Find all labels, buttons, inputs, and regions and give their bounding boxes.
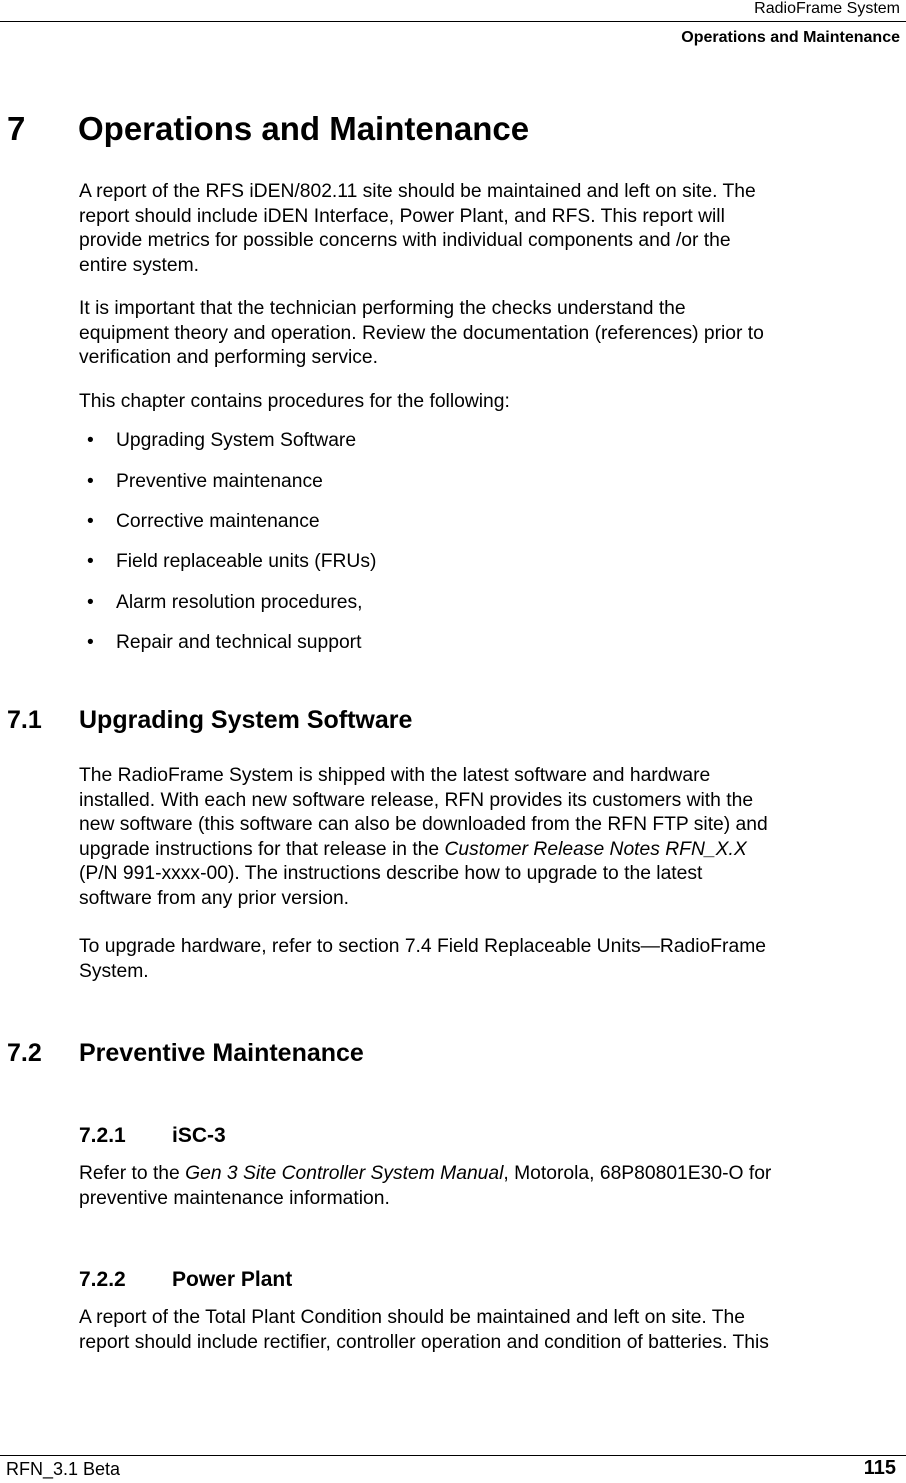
chapter-intro-paragraph-2: It is important that the technician performing the checks understand the equipment theory and operation. Review the documentation (references) prior to verification and performing service. [79,298,764,368]
subsection-7-2-2-paragraph: A report of the Total Plant Condition should be maintained and left on site. The report should include rectifier, controller operation and condition of batteries. This [79,1307,769,1353]
subsection-heading-7-2-2: 7.2.2 Power Plant [79,1268,293,1291]
release-notes-title: Customer Release Notes RFN_X.X [444,838,747,860]
chapter-intro-paragraph-1: A report of the RFS iDEN/802.11 site should be maintained and left on site. The report should include iDEN Interface, Power Plant, and RFS. This report will provide metrics for possible concerns with individual components and /or the entire system. [79,181,756,276]
header-rule [0,21,906,22]
manual-title: Gen 3 Site Controller System Manual [185,1163,504,1184]
running-header-title: RadioFrame System [754,0,900,17]
running-header-subtitle: Operations and Maintenance [681,29,900,46]
subsection-7-2-1-paragraph: Refer to the Gen 3 Site Controller System Manual, Motorola, 68P80801E30-O for preventive maintenance information. [79,1163,772,1209]
list-item: • Corrective maintenance [87,511,320,532]
chapter-title: Operations and Maintenance [78,110,530,147]
section-7-1-paragraph-2: To upgrade hardware, refer to section 7.4 Field Replaceable Units—RadioFrame System. [79,936,766,982]
chapter-number: 7 [7,110,26,147]
list-item: • Repair and technical support [87,632,362,653]
page-number: 115 [863,1457,896,1479]
footer-rule [0,1455,906,1456]
list-item: • Preventive maintenance [87,471,323,492]
list-item: • Upgrading System Software [87,430,357,451]
list-item: • Field replaceable units (FRUs) [87,551,377,572]
chapter-heading [7,110,529,148]
section-heading-7-2: 7.2 Preventive Maintenance [7,1039,364,1067]
chapter-intro-paragraph-3: This chapter contains procedures for the following: [79,391,510,412]
list-item: • Alarm resolution procedures, [87,592,363,613]
section-heading-7-1: 7.1 Upgrading System Software [7,706,413,734]
footer-doc-id: RFN_3.1 Beta [6,1459,121,1479]
section-7-1-paragraph-1: The RadioFrame System is shipped with the latest software and hardware installed. With each new software release, RFN provides its customers with the new software (this software can also be downloaded from the RFN FTP site) and upgrade instructions for that release in the Customer Release Notes RFN_X.X (P/N 991-xxxx-00). The instructions describe how to upgrade to the latest software from any prior version. [79,765,768,909]
subsection-heading-7-2-1: 7.2.1 iSC-3 [79,1124,226,1147]
